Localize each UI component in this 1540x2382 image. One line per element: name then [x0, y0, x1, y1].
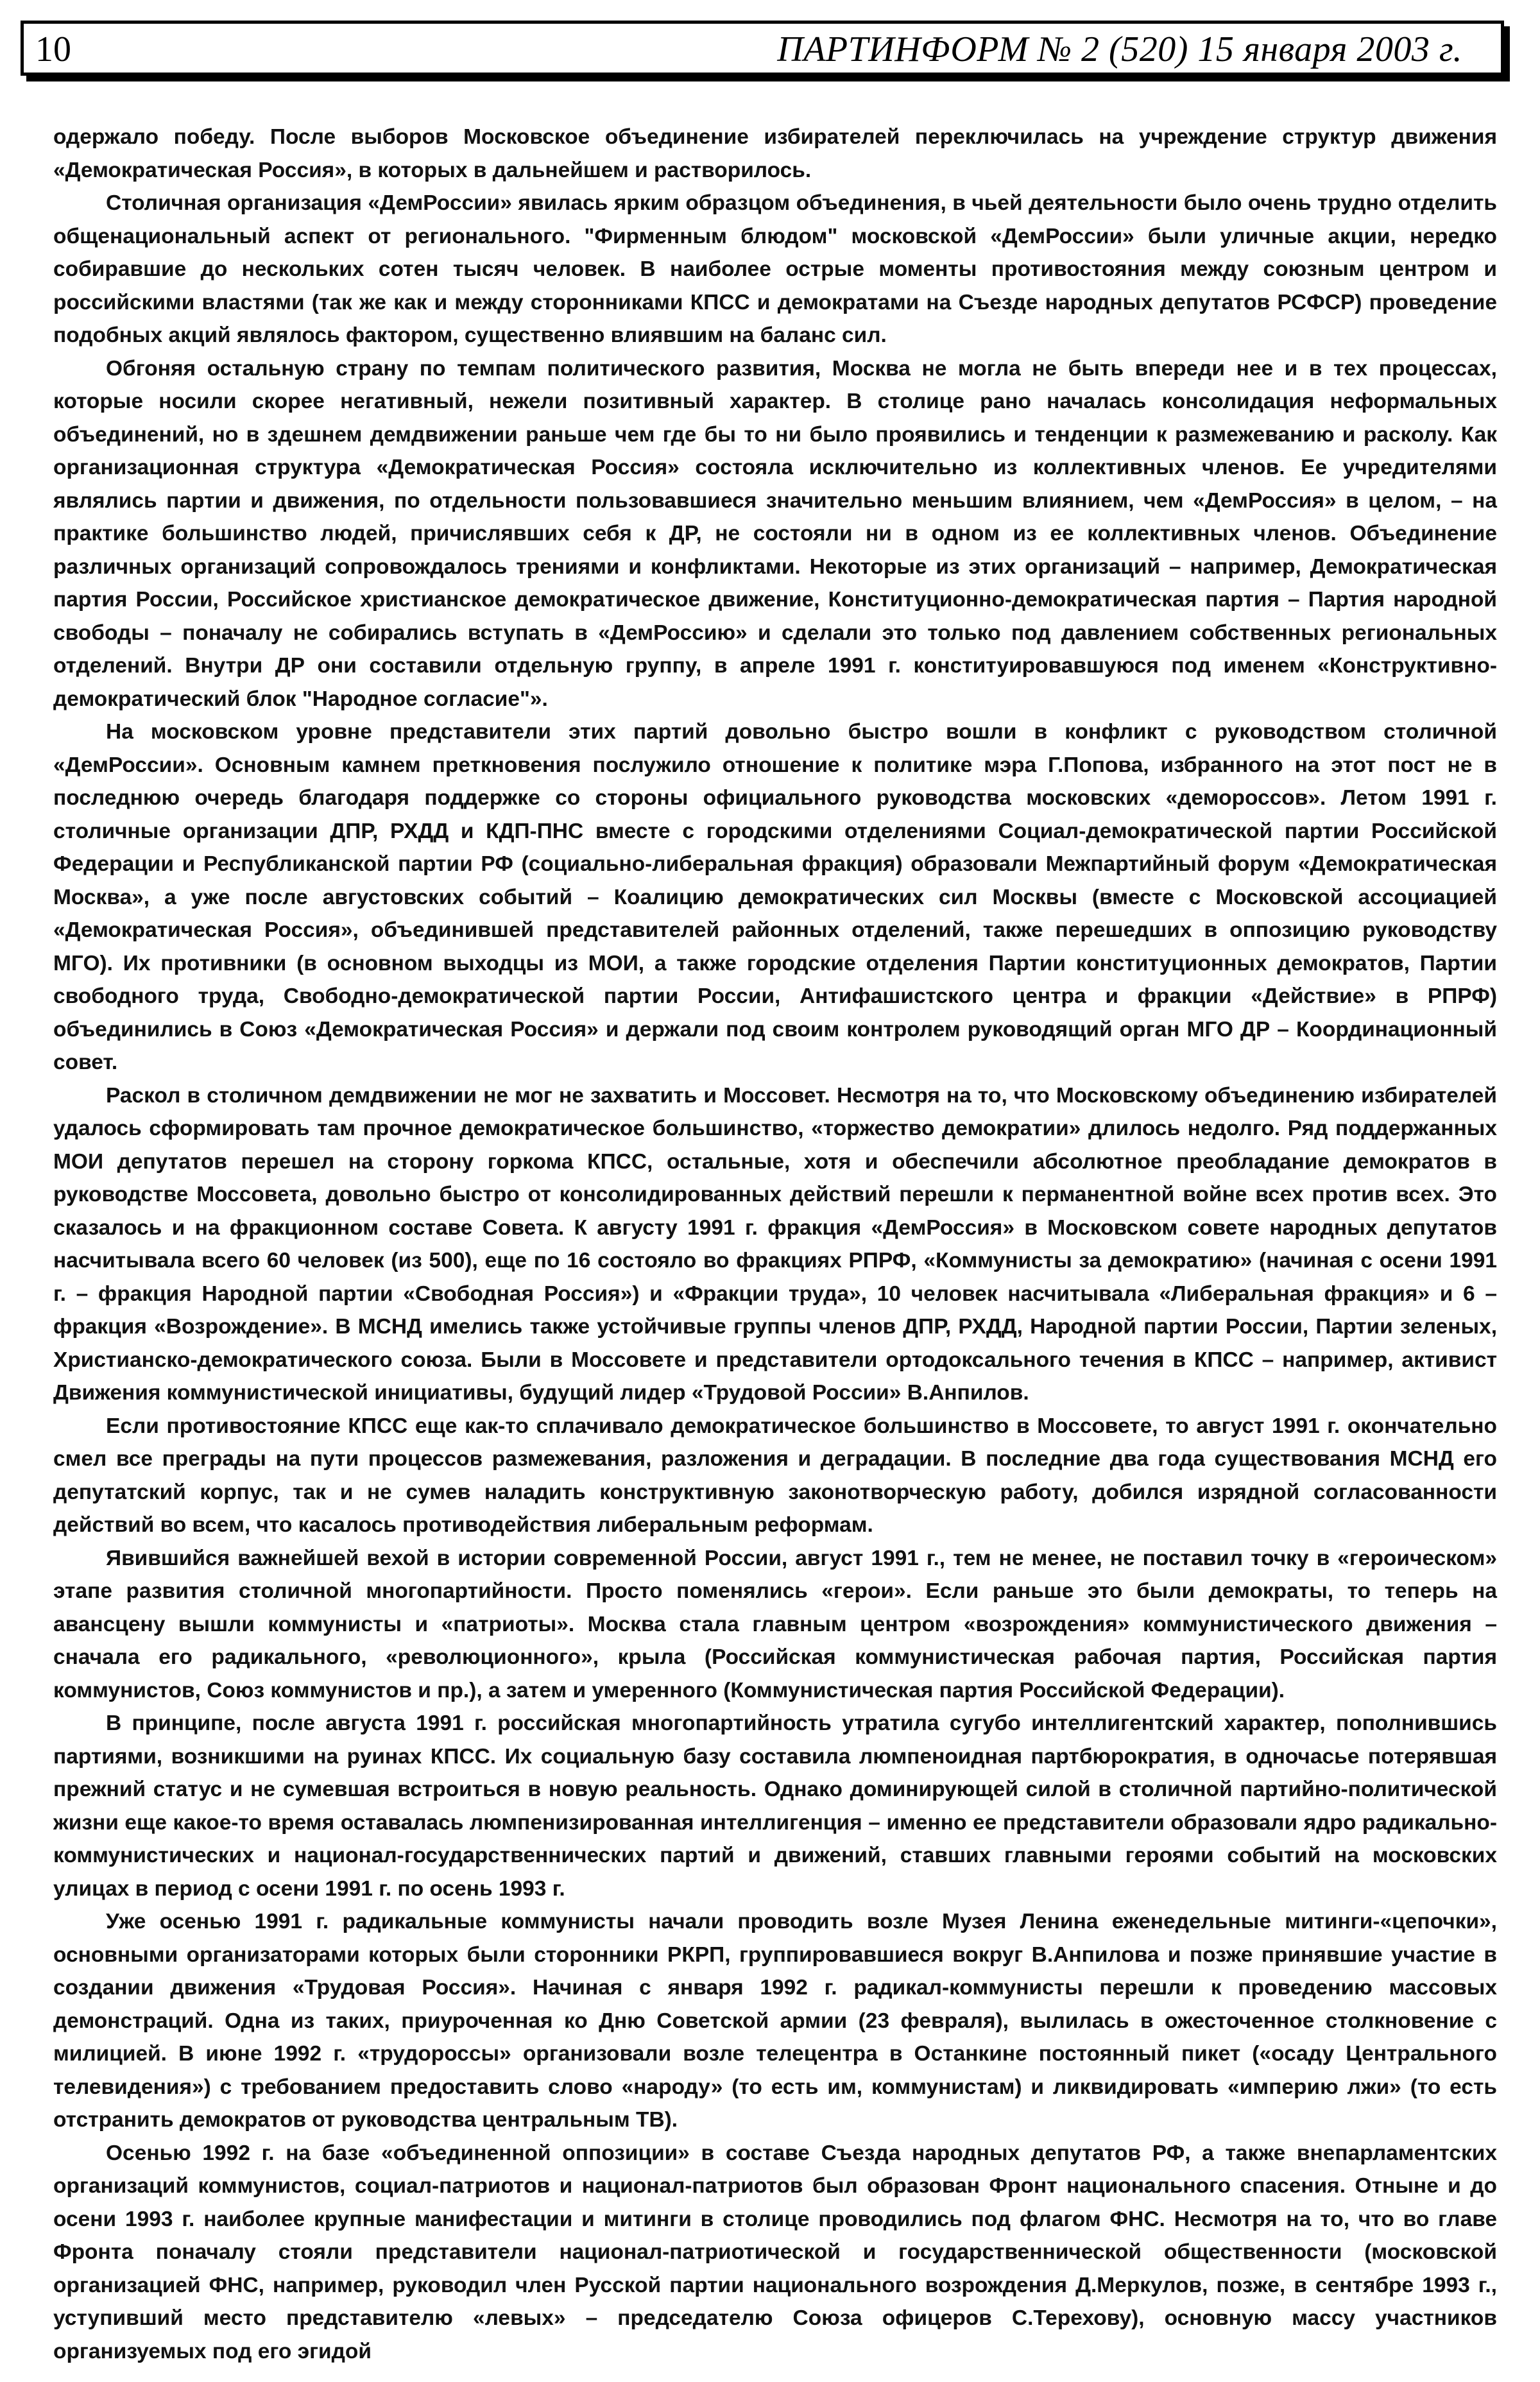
paragraph: Явившийся важнейшей вехой в истории современной России, август 1991 г., тем не менее, не поставил точку в «героическом» этапе развития столичной многопартийности. Просто поменялись «герои». Если раньше это были демократы, то теперь на авансцену вышли коммунисты и «патриоты». Москва стала главным центром «возрождения» коммунистического движения – сначала его радикального, «революционного», крыла (Российская коммунистическая рабочая партия, Российская партия коммунистов, Союз коммунистов и пр.), а затем и умеренного (Коммунистическая партия Российской Федерации).: [53, 1546, 1497, 1702]
paragraph: Столичная организация «ДемРоссии» явилась ярким образцом объединения, в чьей деятельности было очень трудно отделить общенациональный аспект от регионального. "Фирменным блюдом" московской «ДемРоссии» были уличные акции, нередко собиравшие до нескольких сотен тысяч человек. В наиболее острые моменты противостояния между союзным центром и российскими властями (так же как и между сторонниками КПСС и демократами на Съезде народных депутатов РСФСР) проведение подобных акций являлось фактором, существенно влиявшим на баланс сил.: [53, 191, 1497, 347]
paragraph: Уже осенью 1991 г. радикальные коммунисты начали проводить возле Музея Ленина еженедельные митинги-«цепочки», основными организаторами которых были сторонники РКРП, группировавшиеся вокруг В.Анпилова и позже принявшие участие в создании движения «Трудовая Россия». Начиная с января 1992 г. радикал-коммунисты перешли к проведению массовых демонстраций. Одна из таких, приуроченная ко Дню Советской армии (23 февраля), вылилась в ожесточенное столкновение с милицией. В июне 1992 г. «трудороссы» организовали возле телецентра в Останкине постоянный пикет («осаду Центрального телевидения») с требованием предоставить слово «народу» (то есть им, коммунистам) и ликвидировать «империю лжи» (то есть отстранить демократов от руководства центральным ТВ).: [53, 1910, 1497, 2132]
paragraph: На московском уровне представители этих партий довольно быстро вошли в конфликт с руководством столичной «ДемРоссии». Основным камнем преткновения послужило отношение к политике мэра Г.Попова, избранного на этот пост не в последнюю очередь благодаря поддержке со стороны официального руководства московских «демороссов». Летом 1991 г. столичные организации ДПР, РХДД и КДП-ПНС вместе с городскими отделениями Социал-демократической партии Российской Федерации и Республиканской партии РФ (социально-либеральная фракция) образовали Межпартийный форум «Демократическая Москва», а уже после августовских событий – Коалицию демократических сил Москвы (вместе с Московской ассоциацией «Демократическая Россия», объединившей представителей районных отделений, также перешедших в оппозицию руководству МГО). Их противники (в основном выходцы из МОИ, а также городские отделения Партии конституционных демократов, Партии свободного труда, Свободно-демократической партии России, Антифашистского центра и фракции «Действие» в РПРФ) объединились в Союз «Демократическая Россия» и держали под своим контролем руководящий орган МГО ДР – Координационный совет.: [53, 720, 1497, 1074]
paragraph: одержало победу. После выборов Московское объединение избирателей переключилась на учреждение структур движения «Демократическая Россия», в которых в дальнейшем и растворилось.: [53, 125, 1497, 182]
paragraph: Если противостояние КПСС еще как-то сплачивало демократическое большинство в Моссовете, то август 1991 г. окончательно смел все преграды на пути процессов размежевания, разложения и деградации. В последние два года существования МСНД его депутатский корпус, так и не сумев наладить конструктивную законотворческую работу, добился изрядной согласованности действий во всем, что касалось противодействия либеральным реформам.: [53, 1414, 1497, 1537]
page-header: [21, 21, 1504, 76]
article-body: [53, 121, 1497, 2368]
paragraph: Раскол в столичном демдвижении не мог не захватить и Моссовет. Несмотря на то, что Московскому объединению избирателей удалось сформировать там прочное демократическое большинство, «торжество демократии» длилось недолго. Ряд поддержанных МОИ депутатов перешел на сторону горкома КПСС, остальные, хотя и обеспечили абсолютное преобладание демократов в руководстве Моссовета, довольно быстро от консолидированных действий перешли к перманентной войне всех против всех. Это сказалось и на фракционном составе Совета. К августу 1991 г. фракция «ДемРоссия» в Московском совете народных депутатов насчитывала всего 60 человек (из 500), еще по 16 состояло во фракциях РПРФ, «Коммунисты за демократию» (начиная с осени 1991 г. – фракция Народной партии «Свободная Россия») и «Фракции труда», 10 человек насчитывала «Либеральная фракция» и 6 – фракция «Возрождение». В МСНД имелись также устойчивые группы членов ДПР, РХДД, Народной партии России, Партии зеленых, Христианско-демократического союза. Были в Моссовете и представители ортодоксального течения в КПСС – например, активист Движения коммунистической инициативы, будущий лидер «Трудовой России» В.Анпилов.: [53, 1083, 1497, 1405]
paragraph: Осенью 1992 г. на базе «объединенной оппозиции» в составе Съезда народных депутатов РФ, а также внепарламентских организаций коммунистов, социал-патриотов и национал-патриотов был образован Фронт национального спасения. Отныне и до осени 1993 г. наиболее крупные манифестации и митинги в столице проводились под флагом ФНС. Несмотря на то, что во главе Фронта поначалу стояли представители национал-патриотической и государственнической общественности (московской организацией ФНС, например, руководил член Русской партии национального возрождения Д.Меркулов, позже, в сентябре 1993 г., уступивший место представителю «левых» – председателю Союза офицеров С.Терехову), основную массу участников организуемых под его эгидой: [53, 2141, 1497, 2363]
newspaper-masthead: ПАРТИНФОРМ № 2 (520) 15 января 2003 г.: [777, 30, 1462, 69]
page-number: 10: [35, 30, 71, 69]
paragraph: В принципе, после августа 1991 г. российская многопартийность утратила сугубо интеллигентский характер, пополнившись партиями, возникшими на руинах КПСС. Их социальную базу составила люмпеноидная партбюрократия, в одночасье потерявшая прежний статус и не сумевшая встроиться в новую реальность. Однако доминирующей силой в столичной партийно-политической жизни еще какое-то время оставалась люмпенизированная интеллигенция – именно ее представители образовали ядро радикально-коммунистических и национал-государственнических партий и движений, ставших главными героями событий на московских улицах в период с осени 1991 г. по осень 1993 г.: [53, 1711, 1497, 1901]
paragraph: Обгоняя остальную страну по темпам политического развития, Москва не могла не быть впереди нее и в тех процессах, которые носили скорее негативный, нежели позитивный характер. В столице рано началась консолидация неформальных объединений, но в здешнем демдвижении раньше чем где бы то ни было проявились и тенденции к размежеванию и расколу. Как организационная структура «Демократическая Россия» состояла исключительно из коллективных членов. Ее учредителями являлись партии и движения, по отдельности пользовавшиеся значительно меньшим влиянием, чем «ДемРоссия» в целом, – на практике большинство людей, причислявших себя к ДР, не состояли ни в одном из ее коллективных членов. Объединение различных организаций сопровождалось трениями и конфликтами. Некоторые из этих организаций – например, Демократическая партия России, Российское христианское демократическое движение, Конституционно-демократическая партия – Партия народной свободы – поначалу не собирались вступать в «ДемРоссию» и сделали это только под давлением собственных региональных отделений. Внутри ДР они составили отдельную группу, в апреле 1991 г. конституировавшуюся под именем «Конструктивно-демократический блок "Народное согласие"».: [53, 356, 1497, 711]
